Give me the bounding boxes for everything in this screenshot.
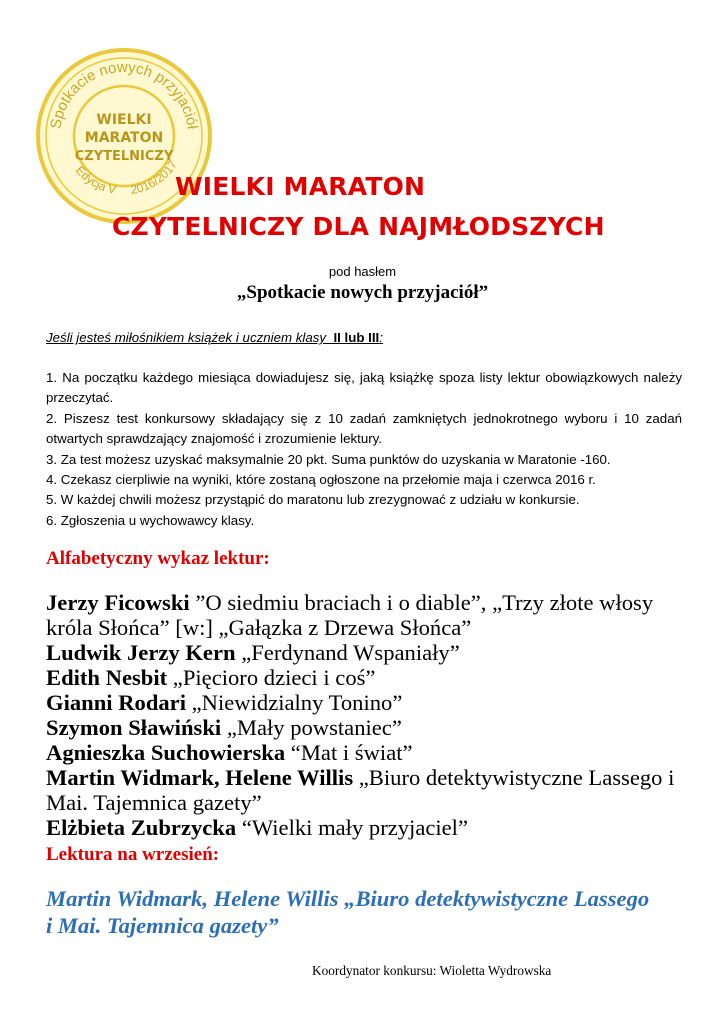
book-author: Edith Nesbit <box>46 665 168 690</box>
book-title: „Mały powstaniec” <box>221 715 402 740</box>
book-entry <box>46 815 686 840</box>
book-title: ”O siedmiu braciach i o diable”, „Trzy złote włosy króla Słońca” [w:] „Gałązka z Drzewa Słońca” <box>46 590 654 640</box>
title-line-2: CZYTELNICZY DLA NAJMŁODSZYCH <box>112 212 605 241</box>
seal-inner-line: CZYTELNICZY <box>74 149 174 164</box>
book-title: „Biuro detektywistyczne Lassego i Mai. Tajemnica gazety” <box>46 765 675 815</box>
rule-item: 2. Piszesz test konkursowy składający się z 10 zadań zamkniętych jednokrotnego wyboru i 10 zadań otwartych sprawdzający znajomość i zrozumienie lektury. <box>46 410 682 447</box>
seal-inner-line: MARATON <box>84 130 164 146</box>
intro-line <box>46 330 383 345</box>
book-title: “Wielki mały przyjaciel” <box>236 815 468 840</box>
rule-item: 5. W każdej chwili możesz przystąpić do maratonu lub zrezygnować z udziału w konkursie. <box>46 492 580 508</box>
rule-item: 6. Zgłoszenia u wychowawcy klasy. <box>46 512 255 528</box>
rule-item: 1. Na początku każdego miesiąca dowiadujesz się, jaką książkę spoza listy lektur obowiązkowych należy przeczytać. <box>46 370 682 406</box>
book-entry <box>46 715 686 740</box>
book-entry <box>46 665 686 690</box>
september-heading: Lektura na wrzesień: <box>46 844 220 865</box>
coordinator-line: Koordynator konkursu: Wioletta Wydrowska <box>312 963 552 978</box>
book-title: „Ferdynand Wspaniały” <box>235 640 460 665</box>
motto-slogan: „Spotkacie nowych przyjaciół” <box>236 282 489 303</box>
book-entry <box>46 690 686 715</box>
book-title: „Niewidzialny Tonino” <box>186 690 403 715</box>
book-entry <box>46 640 686 665</box>
seal-outer-text: Spotkacie nowych przyjaciół <box>47 58 201 131</box>
book-entry <box>46 590 686 640</box>
book-author: Martin Widmark, Helene Willis <box>46 765 354 790</box>
book-author: Elżbieta Zubrzycka <box>46 815 237 840</box>
book-author: Szymon Sławiński <box>46 715 222 740</box>
book-author: Gianni Rodari <box>46 690 186 715</box>
book-list-heading: Alfabetyczny wykaz lektur: <box>46 548 270 569</box>
seal-inner-line: WIELKI <box>96 112 152 128</box>
book-author: Agnieszka Suchowierska <box>46 740 286 765</box>
rule-item: 3. Za test możesz uzyskać maksymalnie 20 pkt. Suma punktów do uzyskania w Maratonie -160. <box>46 451 611 467</box>
rules-list <box>46 368 682 531</box>
book-entry <box>46 740 686 765</box>
book-title: “Mat i świat” <box>285 740 413 765</box>
seal-years-text: 2016/2017 <box>129 157 180 197</box>
book-title: „Pięcioro dzieci i coś” <box>167 665 376 690</box>
september-book: Martin Widmark, Helene Willis „Biuro detektywistyczne Lassego i Mai. Tajemnica gazety” <box>46 886 650 938</box>
book-entry <box>46 765 686 815</box>
title-line-1: WIELKI MARATON <box>175 172 426 201</box>
seal-edition-text: Edycja V <box>72 163 118 197</box>
rule-item: 4. Czekasz cierpliwie na wyniki, które zostaną ogłoszone na przełomie maja i czerwca 2016 r. <box>46 472 596 488</box>
book-author: Jerzy Ficowski <box>46 590 190 615</box>
book-list <box>46 590 686 840</box>
intro-classes: II lub III <box>333 330 380 345</box>
book-author: Ludwik Jerzy Kern <box>46 640 236 665</box>
intro-text: Jeśli jesteś miłośnikiem książek i uczniem klasy <box>46 330 327 345</box>
motto-prefix: pod hasłem <box>328 264 397 279</box>
intro-suffix: : <box>379 330 383 345</box>
